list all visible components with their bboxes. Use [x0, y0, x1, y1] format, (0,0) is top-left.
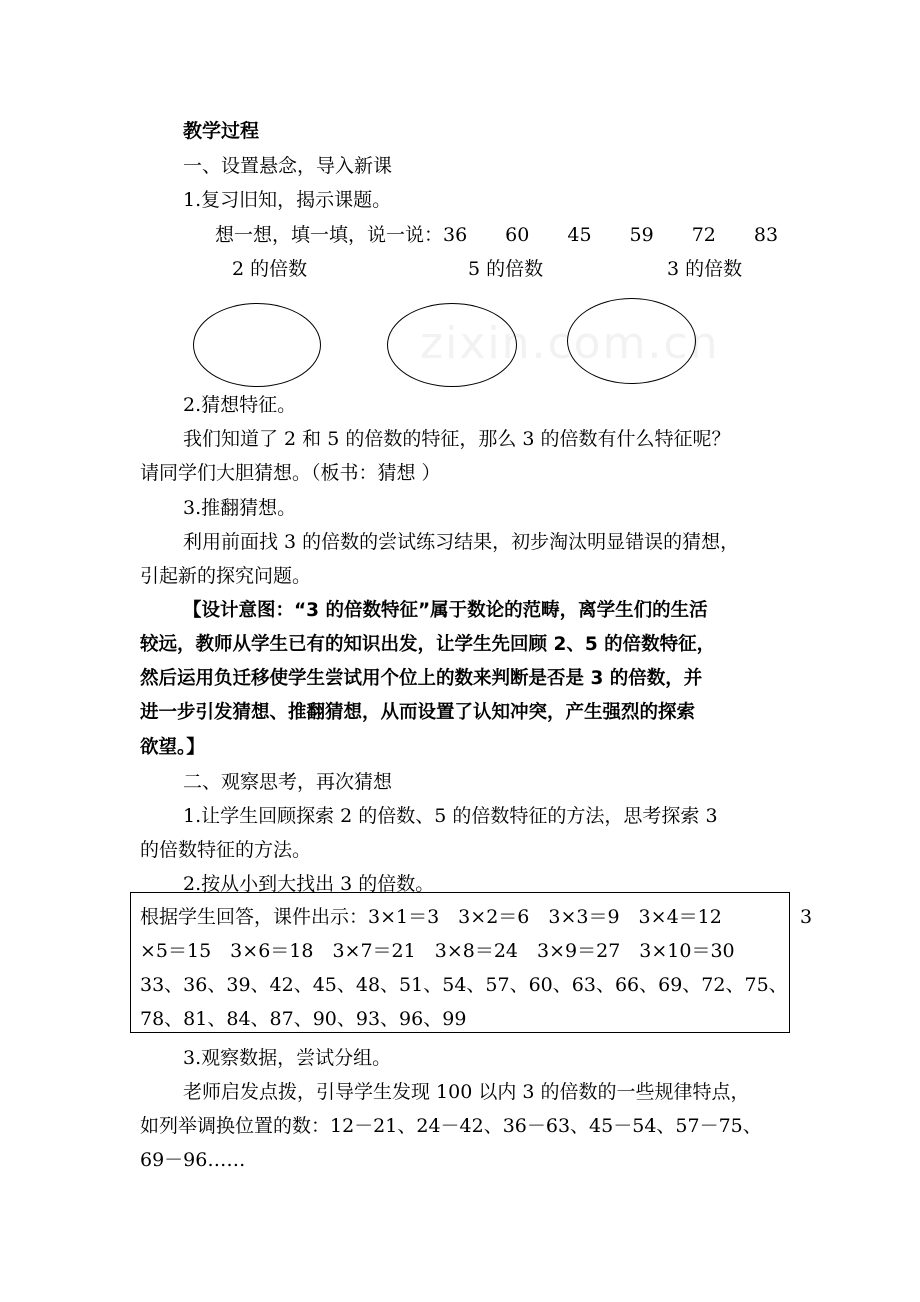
box-line2: ×5＝15 3×6＝18 3×7＝21 3×8＝24 3×9＝27 3×10＝30: [140, 940, 735, 962]
step3-paragraph-line2: 引起新的探究问题。: [140, 565, 312, 587]
set-label-3: 3 的倍数: [667, 258, 743, 280]
watermark: zixin.com.cn: [420, 318, 720, 369]
s2-step3: 3.观察数据，尝试分组。: [183, 1047, 392, 1069]
box-overflow-digit: 3: [800, 906, 813, 928]
s2-step3-line2: 如列举调换位置的数：12－21、24－42、36－63、45－54、57－75、: [140, 1115, 762, 1137]
set-label-5: 5 的倍数: [468, 258, 544, 280]
s2-step3-line1: 老师启发点拨，引导学生发现 100 以内 3 的倍数的一些规律特点，: [183, 1081, 750, 1103]
design-intent-line3: 然后运用负迁移使学生尝试用个位上的数来判断是否是 3 的倍数，并: [140, 668, 703, 689]
design-intent-line5: 欲望。】: [140, 737, 205, 758]
step1: 1.复习旧知，揭示课题。: [183, 189, 392, 211]
box-line4: 78、81、84、87、90、93、96、99: [140, 1008, 467, 1030]
section2-title: 二、观察思考，再次猜想: [183, 771, 393, 793]
prompt-numbers: 想一想，填一填，说一说：36 60 45 59 72 83: [215, 224, 779, 246]
s2-step1-line2: 的倍数特征的方法。: [140, 839, 312, 861]
box-line1: 根据学生回答，课件出示：3×1＝3 3×2＝6 3×3＝9 3×4＝12: [140, 906, 722, 928]
step2-paragraph-line2: 请同学们大胆猜想。（板书：猜想 ）: [140, 462, 441, 484]
set-label-2: 2 的倍数: [232, 258, 308, 280]
set-circle-5: [387, 303, 517, 387]
box-line3: 33、36、39、42、45、48、51、54、57、60、63、66、69、72、75、: [140, 974, 788, 996]
step3-paragraph-line1: 利用前面找 3 的倍数的尝试练习结果，初步淘汰明显错误的猜想，: [183, 531, 740, 553]
step2: 2.猜想特征。: [183, 394, 297, 416]
design-intent-line2: 较远，教师从学生已有的知识出发，让学生先回顾 2、5 的倍数特征，: [140, 634, 716, 655]
section1-title: 一、设置悬念，导入新课: [183, 155, 393, 177]
design-intent-line4: 进一步引发猜想、推翻猜想，从而设置了认知冲突，产生强烈的探索: [140, 702, 696, 723]
s2-step1-line1: 1.让学生回顾探索 2 的倍数、5 的倍数特征的方法，思考探索 3: [183, 805, 718, 827]
s2-step3-line3: 69－96……: [140, 1149, 246, 1171]
design-intent-line1: 【设计意图：“3 的倍数特征”属于数论的范畴，离学生们的生活: [183, 600, 708, 621]
s2-step2: 2.按从小到大找出 3 的倍数。: [183, 873, 435, 895]
set-circle-3: [567, 298, 696, 384]
lesson-heading: 教学过程: [183, 120, 260, 142]
set-circle-2: [193, 303, 321, 387]
step2-paragraph-line1: 我们知道了 2 和 5 的倍数的特征，那么 3 的倍数有什么特征呢？: [183, 428, 731, 450]
step3: 3.推翻猜想。: [183, 497, 297, 519]
